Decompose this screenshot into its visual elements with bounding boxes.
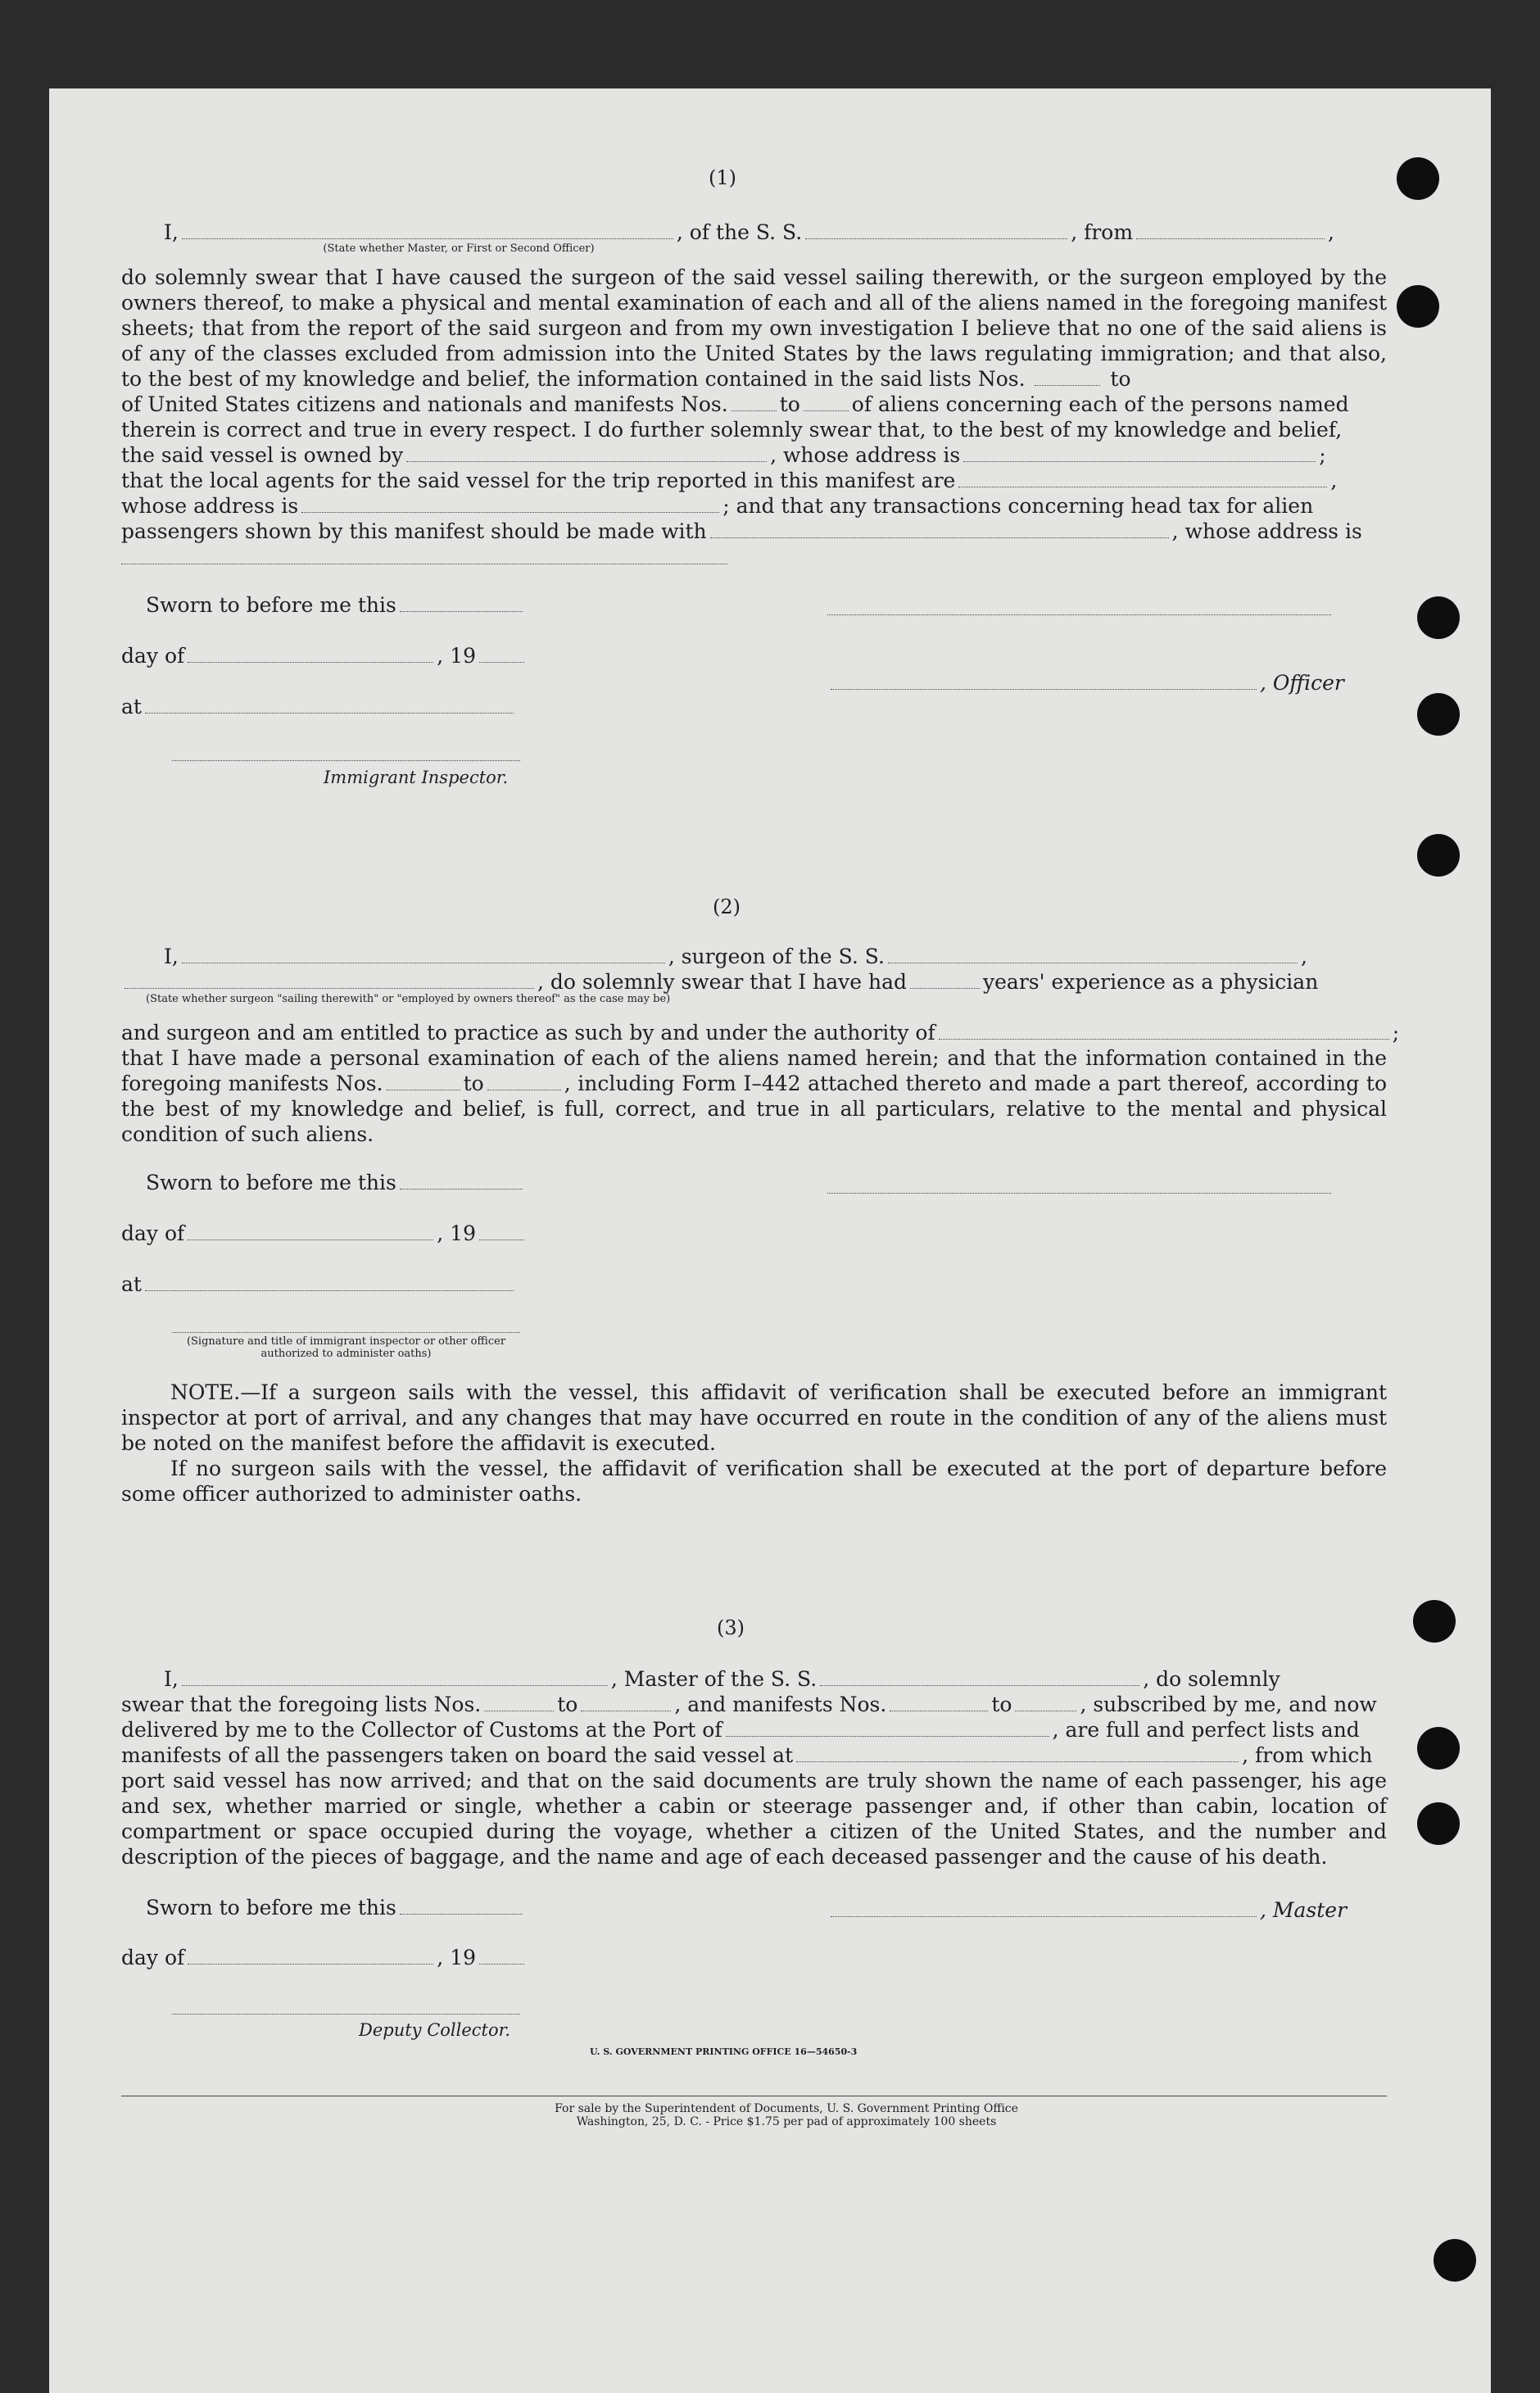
s1-inspector-line bbox=[172, 760, 520, 761]
punch-hole bbox=[1417, 1727, 1460, 1770]
s1-line-d: the said vessel is owned by , whose address is ; bbox=[121, 443, 1326, 467]
s1-line1: I, , of the S. S. , from , bbox=[164, 220, 1334, 244]
section-3-number: (3) bbox=[717, 1616, 745, 1639]
s1-day-of: day of , 19 bbox=[121, 643, 528, 668]
s2-day-of: day of , 19 bbox=[121, 1221, 528, 1246]
footer: For sale by the Superintendent of Documents, U. S. Government Printing Office Washington, 25, D. C. - Price $1.75 per pad of approximately 100 sheets bbox=[555, 2102, 1018, 2128]
s1-sign-line-1 bbox=[827, 614, 1331, 615]
s1-caption: (State whether Master, or First or Second Officer) bbox=[323, 242, 595, 255]
s2-line1: I, , surgeon of the S. S. , bbox=[164, 945, 1307, 968]
s2-sig-caption: (Signature and title of immigrant inspector or other officer authorized to administer oaths) bbox=[186, 1335, 506, 1360]
s1-line-g: passengers shown by this manifest should be made with , whose address is bbox=[121, 519, 1362, 543]
s1-officer: , Officer bbox=[827, 670, 1344, 696]
s1-sworn: Sworn to before me this bbox=[146, 592, 526, 618]
punch-hole bbox=[1417, 596, 1460, 639]
s1-line-f: whose address is ; and that any transactions concerning head tax for alien bbox=[121, 494, 1314, 518]
s2-at: at bbox=[121, 1271, 517, 1297]
punch-hole bbox=[1397, 285, 1439, 328]
s2-sign-line bbox=[827, 1193, 1331, 1194]
section-2-number: (2) bbox=[713, 895, 741, 918]
s2-line2: , do solemnly swear that I have had years' experience as a physician bbox=[121, 969, 1318, 995]
s1-inspector: Immigrant Inspector. bbox=[324, 768, 509, 787]
s3-master: , Master bbox=[827, 1897, 1347, 1923]
s3-line4: manifests of all the passengers taken on board the said vessel at , from which bbox=[121, 1743, 1373, 1767]
s3-day-of: day of , 19 bbox=[121, 1945, 528, 1970]
s1-line-c: therein is correct and true in every respect. I do further solemnly swear that, to the best of my knowledge and belief, bbox=[121, 418, 1343, 442]
s1-line-e: that the local agents for the said vessel for the trip reported in this manifest are , bbox=[121, 469, 1338, 492]
s1-body: do solemnly swear that I have caused the surgeon of the said vessel sailing therewith, or the surgeon employed by the owners thereof, to make a physical and mental examination of each and all of the aliens named in the foregoing manifest sheets; that from the report of the said surgeon and from my own investigation I believe that no one of the said aliens is of any of the classes excluded from admission into the United States by the laws regulating immigration; and that also, to the best of my knowledge and belief, the information contained in the said lists Nos. to bbox=[121, 265, 1387, 391]
s2-sig-line bbox=[172, 1332, 520, 1333]
punch-hole bbox=[1413, 1600, 1456, 1643]
s2-line3: and surgeon and am entitled to practice as such by and under the authority of ; bbox=[121, 1021, 1400, 1045]
s2-sworn: Sworn to before me this bbox=[146, 1170, 526, 1195]
punch-hole bbox=[1434, 2239, 1476, 2282]
s3-sworn: Sworn to before me this bbox=[146, 1895, 526, 1920]
s3-collector: Deputy Collector. bbox=[359, 2020, 511, 2040]
punch-hole bbox=[1417, 693, 1460, 736]
punch-hole bbox=[1397, 157, 1439, 200]
s3-line2: swear that the foregoing lists Nos. to , and manifests Nos. to , subscribed by me, and now bbox=[121, 1693, 1377, 1716]
note-2: If no surgeon sails with the vessel, the affidavit of verification shall be executed at the port of departure before some officer authorized to administer oaths. bbox=[121, 1457, 1387, 1506]
gpo-imprint: U. S. GOVERNMENT PRINTING OFFICE 16—54650-3 bbox=[590, 2046, 858, 2057]
s1-at: at bbox=[121, 694, 517, 719]
form-sheet bbox=[49, 88, 1491, 2393]
s3-body: port said vessel has now arrived; and that on the said documents are truly shown the name of each passenger, his age and sex, whether married or single, whether a cabin or steerage passenger and, if other than cabin, location of compartment or space occupied during the voyage, whether a citizen of the United States, and the number and description of the pieces of baggage, and the name and age of each deceased passenger and the cause of his death. bbox=[121, 1769, 1387, 1869]
section-1-number: (1) bbox=[709, 166, 736, 189]
s3-line1: I, , Master of the S. S. , do solemnly bbox=[164, 1667, 1280, 1691]
punch-hole bbox=[1417, 1802, 1460, 1845]
s2-caption: (State whether surgeon "sailing therewith" or "employed by owners thereof" as the case may be) bbox=[146, 993, 671, 1005]
s1-line-b: of United States citizens and nationals and manifests Nos. to of aliens concerning each of the persons named bbox=[121, 392, 1349, 416]
s3-line3: delivered by me to the Collector of Customs at the Port of , are full and perfect lists and bbox=[121, 1718, 1360, 1742]
s2-body: that I have made a personal examination of each of the aliens named herein; and that the information contained in the foregoing manifests Nos. to , including Form I–442 attached thereto and made a part thereof, according to the best of my knowledge and belief, is full, correct, and true in all particulars, relative to the mental and physical condition of such aliens. bbox=[121, 1046, 1387, 1146]
punch-hole bbox=[1417, 834, 1460, 877]
note-1: NOTE.—If a surgeon sails with the vessel, this affidavit of verification shall be executed before an immigrant inspector at port of arrival, and any changes that may have occurred en route in the condition of any of the aliens must be noted on the manifest before the affidavit is executed. bbox=[121, 1380, 1387, 1455]
s3-collector-line bbox=[172, 2014, 520, 2015]
